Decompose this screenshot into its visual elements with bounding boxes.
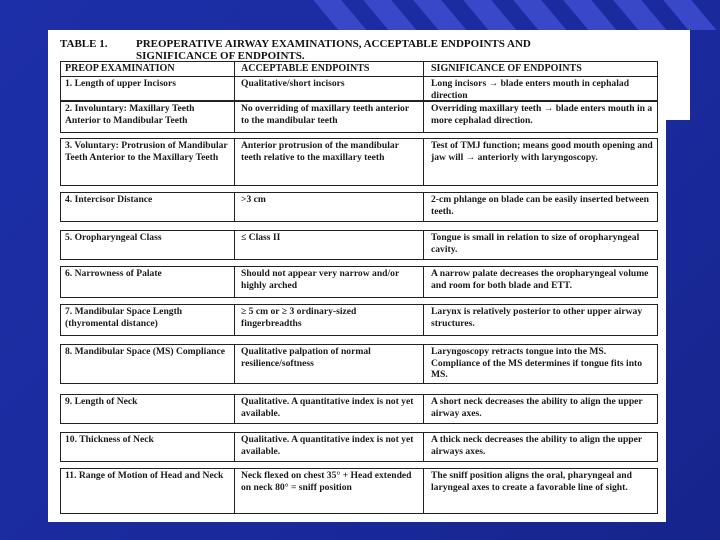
significance-cell: Test of TMJ function; means good mouth opening and jaw will → anteriorly with laryngoscopy. [431,140,653,163]
significance-cell: A narrow palate decreases the oropharyngeal volume and room for both blade and ETT. [431,268,649,291]
exam-cell: 8. Mandibular Space (MS) Compliance [65,346,225,357]
endpoint-cell: Anterior protrusion of the mandibular teeth relative to the maxillary teeth [241,140,399,163]
header-acceptable-endpoints: ACCEPTABLE ENDPOINTS [241,63,370,74]
endpoint-cell: Should not appear very narrow and/or highly arched [241,268,400,291]
table-header-row [60,61,658,77]
document-scan [48,30,666,522]
exam-cell: 10. Thickness of Neck [65,434,154,445]
endpoint-cell: Qualitative. A quantitative index is not yet available. [241,396,414,419]
endpoint-cell: Neck flexed on chest 35° + Head extended on neck 80° = sniff position [241,470,412,493]
significance-cell: The sniff position aligns the oral, pharyngeal and laryngeal axes to create a favorable line of sight. [431,470,632,493]
table-row [60,304,658,336]
significance-cell: Larynx is relatively posterior to other upper airway structures. [431,306,643,329]
table-row [60,138,658,186]
endpoint-cell: Qualitative/short incisors [241,78,345,89]
table-row [60,230,658,260]
table-row [60,394,658,424]
significance-cell: Tongue is small in relation to size of oropharyngeal cavity. [431,232,640,255]
exam-cell: 7. Mandibular Space Length (thyromental distance) [65,306,183,329]
exam-cell: 6. Narrowness of Palate [65,268,162,279]
exam-cell: 3. Voluntary: Protrusion of Mandibular Teeth Anterior to the Maxillary Teeth [65,140,228,163]
significance-cell: A thick neck decreases the ability to align the upper airways axes. [431,434,642,457]
exam-cell: 2. Involuntary: Maxillary Teeth Anterior to Mandibular Teeth [65,103,195,126]
table-row [60,192,658,222]
header-significance: SIGNIFICANCE OF ENDPOINTS [431,63,582,74]
endpoint-cell: Qualitative palpation of normal resilience/softness [241,346,371,369]
exam-cell: 4. Intercisor Distance [65,194,153,205]
table-row [60,266,658,298]
table-row [60,344,658,384]
table-label: TABLE 1. [60,38,108,50]
exam-cell: 1. Length of upper Incisors [65,78,176,89]
endpoint-cell: ≤ Class II [241,232,281,243]
significance-cell: Overriding maxillary teeth → blade enters mouth in a more cephalad direction. [431,103,653,126]
table-title: PREOPERATIVE AIRWAY EXAMINATIONS, ACCEPTABLE ENDPOINTS AND SIGNIFICANCE OF ENDPOINTS. [136,38,531,62]
significance-cell: A short neck decreases the ability to align the upper airway axes. [431,396,643,419]
endpoint-cell: >3 cm [241,194,266,205]
exam-cell: 11. Range of Motion of Head and Neck [65,470,224,481]
endpoint-cell: Qualitative. A quantitative index is not yet available. [241,434,414,457]
endpoint-cell: ≥ 5 cm or ≥ 3 ordinary-sized fingerbreadths [241,306,357,329]
table-row [60,432,658,462]
significance-cell: Long incisors → blade enters mouth in cephalad direction [431,78,630,101]
table-row [60,76,658,101]
endpoint-cell: No overriding of maxillary teeth anterior to the mandibular teeth [241,103,409,126]
header-preop-examination: PREOP EXAMINATION [65,63,175,74]
table-row [60,468,658,514]
table-row [60,101,658,133]
exam-cell: 5. Oropharyngeal Class [65,232,162,243]
decorative-stripes [0,0,720,30]
significance-cell: 2-cm phlange on blade can be easily inserted between teeth. [431,194,649,217]
significance-cell: Laryngoscopy retracts tongue into the MS. Compliance of the MS determines if tongue fits into MS. [431,346,643,380]
exam-cell: 9. Length of Neck [65,396,138,407]
